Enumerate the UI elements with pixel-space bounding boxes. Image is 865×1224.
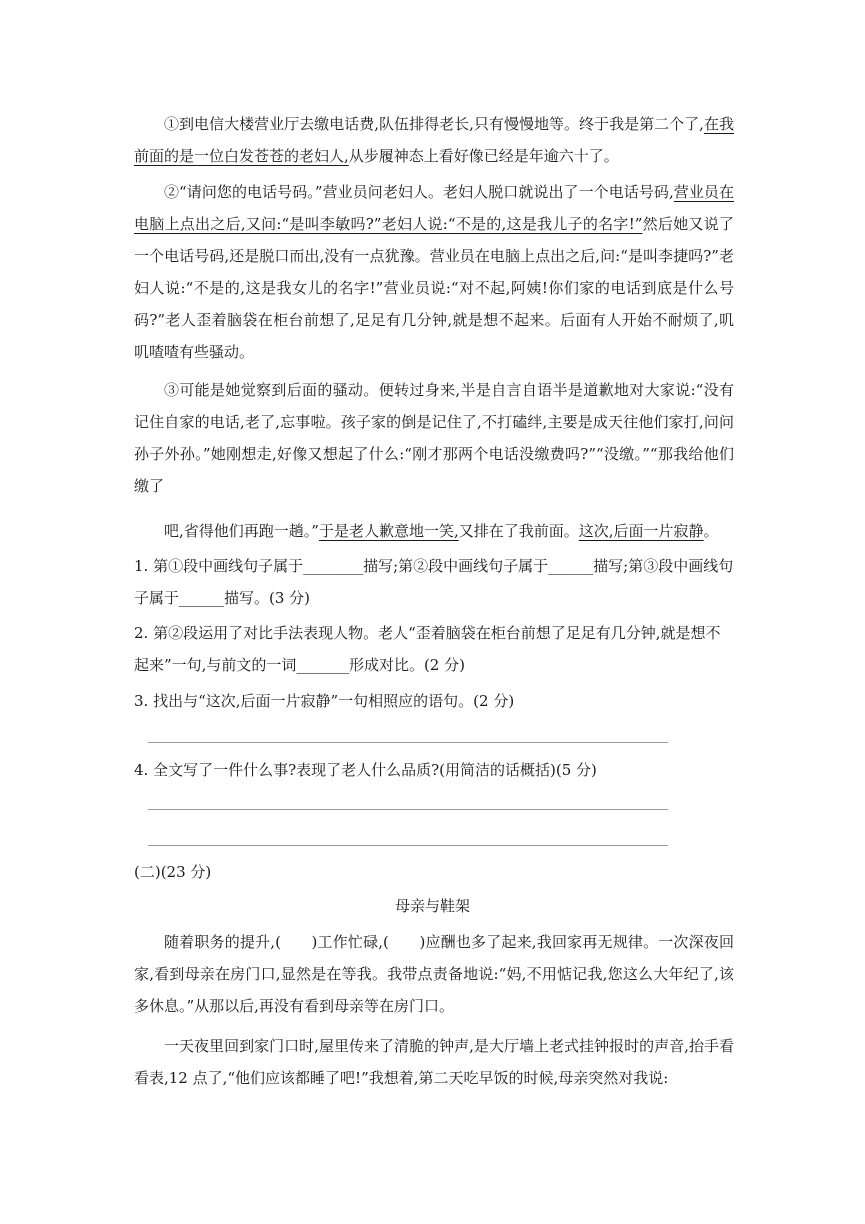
section2-paragraph-1: 随着职务的提升,( )工作忙碌,( )应酬也多了起来,我回家再无规律。一次深夜回家,看到母亲在房门口,显然是在等我。我带点责备地说:“妈,不用惦记我,您这么大年纪了,该多休息。”从那以后,再没有看到母亲等在房门口。 xyxy=(134,933,734,1015)
question-3: 3. 找出与“这次,后面一片寂静”一句相照应的语句。(2 分) xyxy=(134,692,515,710)
passage-paragraph-2: ②“请问您的电话号码。”营业员问老妇人。老妇人脱口就说出了一个电话号码,营业员在电脑上点出之后,又问:“是叫李敏吗?”老妇人说:“不是的,这是我儿子的名字!”然后她又说了一个电话号码,还是脱口而出,没有一点犹豫。营业员在电脑上点出之后,问:“是叫李捷吗?”老妇人说:“不是的,这是我女儿的名字!”营业员说:“对不起,阿姨!你们家的电话到底是什么号码?”老人歪着脑袋在柜台前想了,足足有几分钟,就是想不起来。后面有人开始不耐烦了,叽叽喳喳有些骚动。 xyxy=(134,183,734,361)
answer-line[interactable] xyxy=(148,845,668,846)
section2-paragraph-2: 一天夜里回到家门口时,屋里传来了清脆的钟声,是大厅墙上老式挂钟报时的声音,抬手看看表,12 点了,“他们应该都睡了吧!”我想着,第二天吃早饭的时候,母亲突然对我说: xyxy=(134,1037,734,1087)
underlined-sentence-1: 在我前面的是一位白发苍苍的老妇人, xyxy=(134,115,734,165)
underlined-sentence-2: 营业员在电脑上点出之后,又问:“是叫李敏吗?”老妇人说:“不是的,这是我儿子的名字!” xyxy=(134,183,734,233)
passage-paragraph-3: ③可能是她觉察到后面的骚动。便转过身来,半是自言自语半是道歉地对大家说:“没有记住自家的电话,老了,忘事啦。孩子家的倒是记住了,不打磕绊,主要是成天往他们家打,问问孙子外孙。”她刚想走,好像又想起了什么:“刚才那两个电话没缴费吗?”“没缴。”“那我给他们缴了 xyxy=(134,381,734,495)
underlined-sentence-3b: 这次,后面一片寂静 xyxy=(578,522,704,540)
question-1: 1. 第①段中画线句子属于________描写;第②段中画线句子属于______描写;第③段中画线句子属于______描写。(3 分) xyxy=(134,557,734,607)
answer-line[interactable] xyxy=(148,742,668,743)
passage-title: 母亲与鞋架 xyxy=(394,897,470,915)
question-2: 2. 第②段运用了对比手法表现人物。老人“歪着脑袋在柜台前想了足足有几分钟,就是想不起来”一句,与前文的一词_______形成对比。(2 分) xyxy=(134,624,721,674)
section-heading: (二)(23 分) xyxy=(134,863,212,881)
passage-paragraph-4: 吧,省得他们再跑一趟。”于是老人歉意地一笑,又排在了我前面。这次,后面一片寂静。 xyxy=(164,522,719,540)
question-4: 4. 全文写了一件什么事?表现了老人什么品质?(用简洁的话概括)(5 分) xyxy=(134,761,597,779)
answer-line[interactable] xyxy=(148,809,668,810)
passage-paragraph-1: ①到电信大楼营业厅去缴电话费,队伍排得老长,只有慢慢地等。终于我是第二个了,在我前面的是一位白发苍苍的老妇人,从步履神态上看好像已经是年逾六十了。 xyxy=(134,115,734,165)
underlined-sentence-3a: 于是老人歉意地一笑, xyxy=(318,522,459,540)
